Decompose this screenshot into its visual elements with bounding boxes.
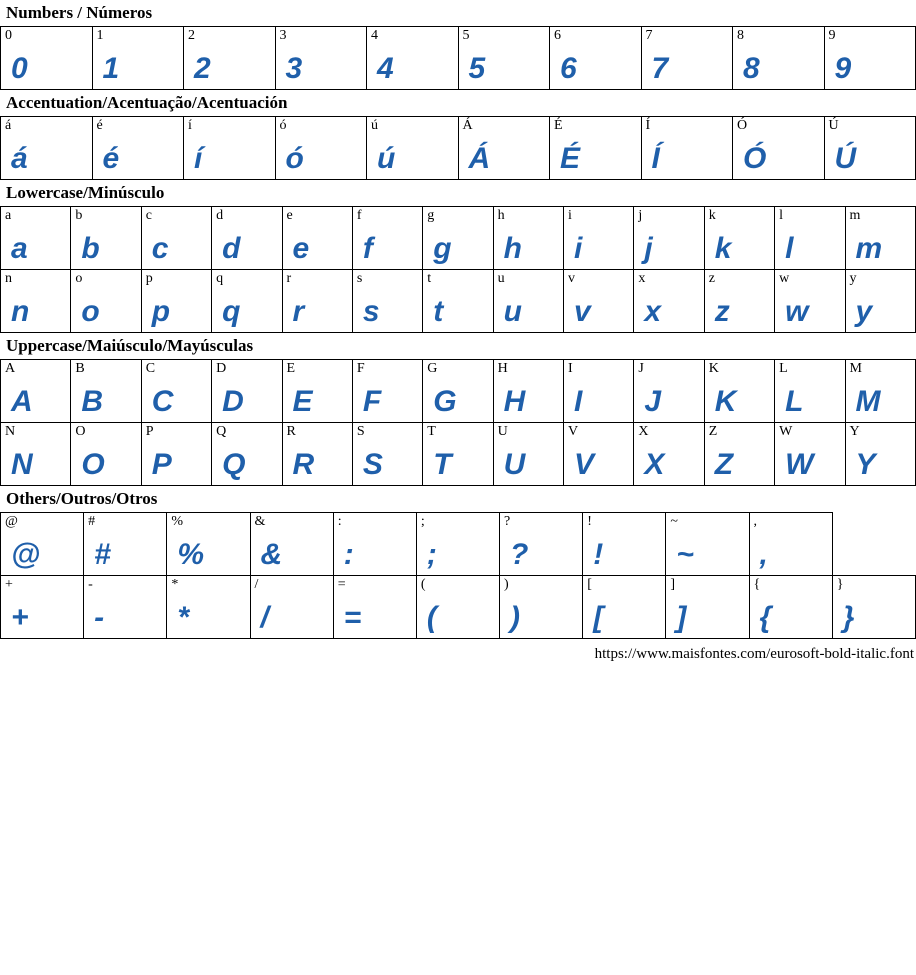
glyph-label: é: [96, 118, 103, 133]
glyph-sample: 8: [743, 52, 761, 85]
glyph-label: !: [587, 514, 592, 529]
glyph-label: R: [286, 424, 296, 439]
glyph-sample: =: [343, 601, 362, 634]
glyph-cell-I: [564, 360, 634, 423]
glyph-cell-brace-open: [749, 576, 832, 639]
glyph-label: f: [356, 208, 362, 223]
section-title-uppercase: Uppercase/Maiúsculo/Mayúsculas: [6, 336, 254, 355]
glyph-cell-u: [493, 270, 563, 333]
table-row: [1, 117, 916, 180]
glyph-sample: @: [11, 538, 41, 571]
glyph-sample: A: [11, 385, 34, 418]
glyph-sample: ,: [759, 538, 769, 571]
glyph-cell-g: [423, 207, 493, 270]
glyph-label: N: [5, 424, 16, 439]
glyph-cell-e-acute: [92, 117, 184, 180]
glyph-sample: w: [785, 295, 809, 328]
glyph-cell-question: [500, 513, 583, 576]
glyph-sample: t: [433, 295, 444, 328]
glyph-table-accentuation: [0, 116, 916, 180]
glyph-sample: é: [102, 142, 120, 175]
glyph-label: 2: [188, 28, 195, 43]
glyph-sample: 4: [377, 52, 395, 85]
glyph-label: Q: [216, 424, 227, 439]
glyph-cell-comma: [749, 513, 832, 576]
glyph-sample: l: [785, 232, 794, 265]
glyph-label: m: [849, 208, 861, 223]
glyph-label: t: [427, 271, 432, 286]
glyph-sample: k: [714, 232, 732, 265]
glyph-sample: z: [714, 295, 731, 328]
glyph-cell-B: [71, 360, 141, 423]
glyph-label: F: [356, 361, 365, 376]
glyph-cell-q: [212, 270, 282, 333]
glyph-sample: g: [433, 232, 453, 265]
glyph-sample: F: [362, 385, 382, 418]
glyph-sample: u: [503, 295, 523, 328]
glyph-cell-h: [493, 207, 563, 270]
glyph-label: ;: [420, 514, 425, 529]
glyph-label: A: [5, 361, 16, 376]
glyph-label: z: [708, 271, 715, 286]
table-row: [1, 423, 916, 486]
glyph-cell-W: [775, 423, 845, 486]
glyph-cell-A: [1, 360, 71, 423]
glyph-sample: B: [81, 385, 104, 418]
glyph-label: 1: [96, 28, 104, 43]
glyph-label: P: [145, 424, 154, 439]
glyph-sample: -: [94, 601, 105, 634]
glyph-label: V: [568, 424, 579, 439]
glyph-sample: I: [574, 385, 583, 418]
glyph-label: a: [5, 208, 12, 223]
glyph-sample: 7: [651, 52, 669, 85]
glyph-sample: y: [855, 295, 873, 328]
glyph-label: 5: [462, 28, 470, 43]
table-row: [1, 27, 916, 90]
glyph-label: B: [75, 361, 85, 376]
glyph-sample: C: [151, 385, 174, 418]
glyph-cell-a-acute: [1, 117, 93, 180]
glyph-label: O: [75, 424, 86, 439]
glyph-sample: M: [855, 385, 881, 418]
glyph-label: k: [708, 208, 716, 223]
glyph-sample: 2: [194, 52, 212, 85]
glyph-cell-X: [634, 423, 704, 486]
glyph-sample: e: [292, 232, 310, 265]
glyph-cell-ampersand: [250, 513, 333, 576]
table-row: [1, 513, 916, 576]
glyph-cell-H: [493, 360, 563, 423]
glyph-sample: á: [11, 142, 29, 175]
glyph-cell-S: [352, 423, 422, 486]
table-row: [1, 360, 916, 423]
glyph-cell-5: [458, 27, 550, 90]
glyph-table-numbers: [0, 26, 916, 90]
glyph-label: ó: [279, 118, 287, 133]
glyph-label: g: [427, 208, 435, 223]
glyph-label: 0: [5, 28, 12, 43]
glyph-sample: Q: [222, 448, 246, 481]
glyph-sample: T: [433, 448, 453, 481]
glyph-label: }: [836, 577, 844, 592]
glyph-label: @: [5, 514, 18, 529]
glyph-cell-d: [212, 207, 282, 270]
table-row: [1, 576, 916, 639]
glyph-cell-k: [704, 207, 774, 270]
glyph-cell-tilde: [666, 513, 749, 576]
glyph-sample: ú: [377, 142, 396, 175]
glyph-cell-i: [564, 207, 634, 270]
glyph-cell-Z: [704, 423, 774, 486]
glyph-label: 9: [828, 28, 836, 43]
glyph-cell-1: [92, 27, 184, 90]
glyph-sample: Í: [651, 142, 661, 175]
glyph-label: l: [779, 208, 784, 223]
glyph-cell-0: [1, 27, 93, 90]
glyph-cell-u-acute: [367, 117, 459, 180]
glyph-sample: ~: [676, 538, 695, 571]
glyph-label: 7: [645, 28, 653, 43]
glyph-label: p: [145, 271, 153, 286]
glyph-label: Z: [708, 424, 718, 439]
glyph-cell-D: [212, 360, 282, 423]
glyph-cell-3: [275, 27, 367, 90]
glyph-sample: %: [177, 538, 205, 571]
glyph-cell-paren-close: [500, 576, 583, 639]
glyph-cell-P: [141, 423, 211, 486]
section-title-accentuation: Accentuation/Acentuação/Acentuación: [6, 93, 288, 112]
glyph-sample: 9: [834, 52, 852, 85]
glyph-label: +: [5, 577, 13, 592]
glyph-label: h: [497, 208, 505, 223]
glyph-table-lowercase: [0, 206, 916, 333]
glyph-cell-E: [282, 360, 352, 423]
glyph-sample: E: [292, 385, 314, 418]
glyph-label: (: [420, 577, 426, 592]
glyph-cell-j: [634, 207, 704, 270]
section-title-numbers: Numbers / Números: [6, 3, 153, 22]
glyph-sample: U: [503, 448, 526, 481]
glyph-cell-c: [141, 207, 211, 270]
glyph-sample: V: [574, 448, 595, 481]
glyph-cell-y: [845, 270, 916, 333]
glyph-sample: *: [177, 601, 190, 634]
glyph-cell-equals: [333, 576, 416, 639]
glyph-cell-asterisk: [167, 576, 250, 639]
glyph-label: K: [708, 361, 719, 376]
glyph-label: Í: [645, 118, 651, 133]
glyph-cell-minus: [84, 576, 167, 639]
glyph-label: *: [171, 577, 179, 592]
glyph-sample: ?: [510, 538, 529, 571]
glyph-cell-i-acute: [184, 117, 276, 180]
glyph-sample: n: [11, 295, 30, 328]
glyph-label: E: [286, 361, 296, 376]
glyph-label: b: [75, 208, 83, 223]
glyph-sample: É: [560, 142, 581, 175]
glyph-sample: !: [593, 538, 604, 571]
glyph-label: u: [497, 271, 505, 286]
glyph-label: 6: [554, 28, 561, 43]
glyph-sample: s: [362, 295, 381, 328]
glyph-sample: }: [842, 601, 855, 634]
glyph-cell-O: [71, 423, 141, 486]
glyph-label: X: [638, 424, 649, 439]
glyph-sample: R: [292, 448, 315, 481]
glyph-label: G: [427, 361, 438, 376]
glyph-sample: K: [714, 385, 737, 418]
glyph-sample: Á: [468, 142, 491, 175]
glyph-label: Ó: [737, 118, 748, 133]
glyph-cell-U-acute: [824, 117, 916, 180]
glyph-label: c: [145, 208, 152, 223]
glyph-cell-paren-open: [416, 576, 499, 639]
glyph-sample: 5: [468, 52, 486, 85]
glyph-sample: 0: [11, 52, 29, 85]
glyph-label: L: [779, 361, 788, 376]
glyph-sample: ]: [676, 601, 687, 634]
glyph-sample: L: [785, 385, 804, 418]
glyph-sample: Ú: [834, 142, 857, 175]
glyph-sample: J: [644, 385, 662, 418]
glyph-sample: r: [292, 295, 305, 328]
glyph-label: ?: [504, 514, 511, 529]
glyph-sample: ): [510, 601, 521, 634]
glyph-cell-M: [845, 360, 916, 423]
glyph-cell-R: [282, 423, 352, 486]
glyph-cell-A-acute: [458, 117, 550, 180]
glyph-sample: G: [433, 385, 458, 418]
glyph-cell-U: [493, 423, 563, 486]
glyph-cell-G: [423, 360, 493, 423]
glyph-label: S: [356, 424, 365, 439]
glyph-cell-v: [564, 270, 634, 333]
glyph-cell-p: [141, 270, 211, 333]
glyph-sample: W: [785, 448, 814, 481]
glyph-table-uppercase: [0, 359, 916, 486]
glyph-sample: Z: [714, 448, 734, 481]
glyph-label: ú: [371, 118, 378, 133]
glyph-label: =: [337, 577, 346, 592]
glyph-label: s: [356, 271, 363, 286]
glyph-sample: v: [574, 295, 592, 328]
glyph-cell-K: [704, 360, 774, 423]
glyph-sample: 3: [285, 52, 303, 85]
glyph-cell-2: [184, 27, 276, 90]
glyph-cell-7: [641, 27, 733, 90]
glyph-cell-x: [634, 270, 704, 333]
source-url[interactable]: https://www.maisfontes.com/eurosoft-bold-italic.font: [594, 646, 914, 662]
glyph-cell-T: [423, 423, 493, 486]
glyph-label: T: [427, 424, 436, 439]
glyph-sample: ó: [285, 142, 305, 175]
glyph-cell-w: [775, 270, 845, 333]
glyph-label: 4: [371, 28, 378, 43]
glyph-label: Ú: [828, 118, 839, 133]
glyph-label: :: [337, 514, 342, 529]
glyph-sample: p: [151, 295, 171, 328]
glyph-cell-a: [1, 207, 71, 270]
glyph-table-others: [0, 512, 916, 639]
glyph-cell-f: [352, 207, 422, 270]
glyph-cell-e: [282, 207, 352, 270]
glyph-label: J: [638, 361, 644, 376]
glyph-label: 3: [279, 28, 287, 43]
table-row: [1, 270, 916, 333]
glyph-sample: P: [151, 448, 173, 481]
glyph-label: D: [216, 361, 227, 376]
glyph-sample: ;: [426, 538, 438, 571]
glyph-cell-Q: [212, 423, 282, 486]
glyph-cell-V: [564, 423, 634, 486]
glyph-label: ): [504, 577, 509, 592]
glyph-cell-9: [824, 27, 916, 90]
glyph-sample: f: [362, 232, 374, 265]
glyph-sample: S: [362, 448, 384, 481]
glyph-sample: m: [855, 232, 883, 265]
glyph-sample: 1: [102, 52, 120, 85]
glyph-label: Y: [849, 424, 860, 439]
glyph-sample: i: [574, 232, 583, 265]
glyph-sample: [: [593, 601, 604, 634]
glyph-sample: :: [343, 538, 355, 571]
glyph-cell-bracket-close: [666, 576, 749, 639]
glyph-sample: +: [11, 601, 30, 634]
glyph-label: I: [568, 361, 573, 376]
glyph-label: É: [554, 118, 563, 133]
glyph-cell-F: [352, 360, 422, 423]
glyph-sample: Y: [855, 448, 877, 481]
glyph-sample: O: [81, 448, 106, 481]
glyph-sample: {: [759, 601, 772, 634]
glyph-label: o: [75, 271, 83, 286]
glyph-cell-plus: [1, 576, 84, 639]
glyph-label: n: [5, 271, 12, 286]
glyph-label: U: [497, 424, 508, 439]
glyph-cell-8: [733, 27, 825, 90]
glyph-cell-n: [1, 270, 71, 333]
glyph-sample: b: [81, 232, 101, 265]
glyph-label: {: [753, 577, 761, 592]
glyph-label: %: [171, 514, 184, 529]
glyph-cell-6: [550, 27, 642, 90]
glyph-cell-E-acute: [550, 117, 642, 180]
glyph-cell-bracket-open: [583, 576, 666, 639]
glyph-cell-N: [1, 423, 71, 486]
glyph-sample: x: [644, 295, 662, 328]
glyph-cell-Y: [845, 423, 916, 486]
glyph-sample: H: [503, 385, 526, 418]
glyph-sample: #: [94, 538, 112, 571]
glyph-cell-percent: [167, 513, 250, 576]
section-title-others: Others/Outros/Otros: [6, 489, 158, 508]
glyph-cell-hash: [84, 513, 167, 576]
glyph-label: i: [568, 208, 572, 223]
glyph-label: 8: [737, 28, 744, 43]
glyph-sample: q: [222, 295, 241, 328]
glyph-sample: /: [260, 601, 270, 634]
glyph-sample: c: [151, 232, 169, 265]
glyph-cell-semicolon: [416, 513, 499, 576]
glyph-label: M: [849, 361, 862, 376]
glyph-label: j: [638, 208, 643, 223]
section-title-lowercase: Lowercase/Minúsculo: [6, 183, 165, 202]
glyph-label: W: [779, 424, 793, 439]
glyph-label: ~: [670, 514, 678, 529]
glyph-label: x: [638, 271, 646, 286]
glyph-cell-I-acute: [641, 117, 733, 180]
glyph-sample: D: [222, 385, 245, 418]
glyph-cell-s: [352, 270, 422, 333]
glyph-cell-z: [704, 270, 774, 333]
glyph-sample: N: [11, 448, 34, 481]
glyph-label: /: [254, 577, 259, 592]
glyph-sample: Ó: [743, 142, 767, 175]
glyph-sample: j: [644, 232, 654, 265]
glyph-label: #: [88, 514, 96, 529]
glyph-cell-4: [367, 27, 459, 90]
glyph-label: &: [254, 514, 266, 529]
glyph-cell-O-acute: [733, 117, 825, 180]
glyph-cell-m: [845, 207, 916, 270]
glyph-cell-r: [282, 270, 352, 333]
glyph-sample: X: [644, 448, 665, 481]
glyph-sample: &: [260, 538, 283, 571]
glyph-label: Á: [462, 118, 473, 133]
glyph-label: r: [286, 271, 292, 286]
glyph-label: í: [188, 118, 192, 133]
glyph-sample: (: [426, 601, 438, 634]
table-row: [1, 207, 916, 270]
glyph-cell-J: [634, 360, 704, 423]
glyph-label: w: [779, 271, 790, 286]
glyph-sample: 6: [560, 52, 578, 85]
glyph-cell-b: [71, 207, 141, 270]
glyph-cell-l: [775, 207, 845, 270]
glyph-label: ,: [753, 514, 758, 529]
glyph-cell-at: [1, 513, 84, 576]
glyph-sample: h: [503, 232, 523, 265]
glyph-cell-o-acute: [275, 117, 367, 180]
glyph-label: C: [145, 361, 156, 376]
glyph-cell-L: [775, 360, 845, 423]
glyph-cell-colon: [333, 513, 416, 576]
glyph-sample: a: [11, 232, 29, 265]
glyph-cell-C: [141, 360, 211, 423]
glyph-cell-o: [71, 270, 141, 333]
glyph-label: y: [849, 271, 857, 286]
glyph-cell-exclamation: [583, 513, 666, 576]
glyph-label: á: [5, 118, 12, 133]
glyph-cell-t: [423, 270, 493, 333]
glyph-label: d: [216, 208, 224, 223]
glyph-label: H: [497, 361, 508, 376]
glyph-sample: o: [81, 295, 101, 328]
glyph-label: ]: [670, 577, 676, 592]
glyph-label: [: [587, 577, 592, 592]
glyph-sample: í: [194, 142, 203, 175]
glyph-label: e: [286, 208, 293, 223]
glyph-cell-brace-close: [832, 576, 915, 639]
glyph-cell-slash: [250, 576, 333, 639]
glyph-label: v: [568, 271, 575, 286]
glyph-label: q: [216, 271, 224, 286]
glyph-sample: d: [222, 232, 241, 265]
glyph-label: -: [88, 577, 93, 592]
